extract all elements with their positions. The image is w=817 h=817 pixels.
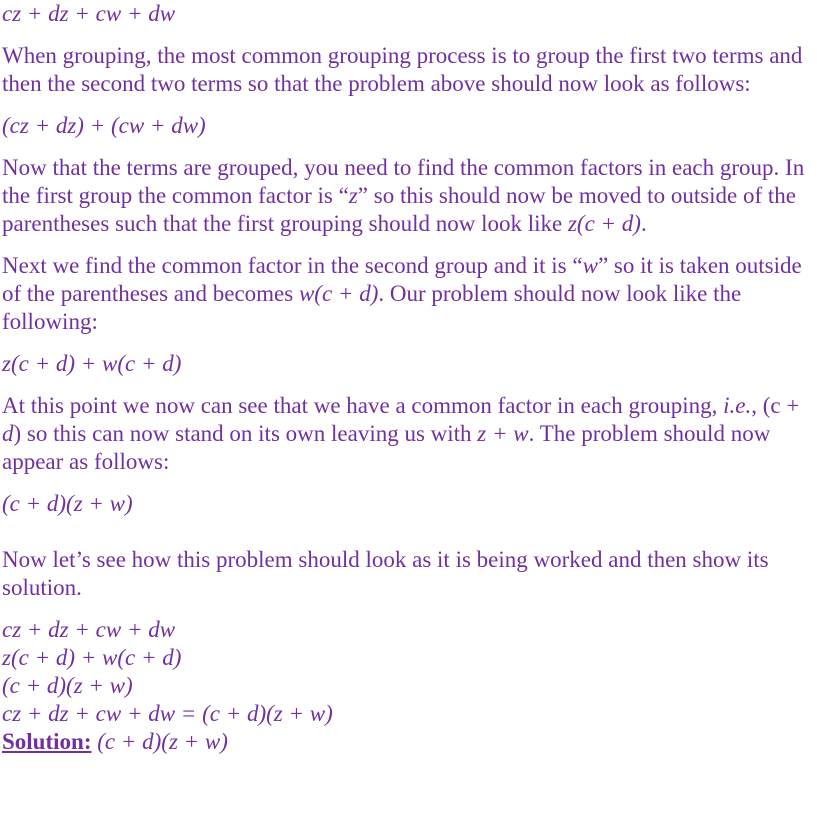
expression-text: z(c + d) + w(c + d) <box>2 351 182 376</box>
text-segment: . The problem should now appear as follows: <box>2 421 771 474</box>
expression-original <box>2 0 814 28</box>
expression-grouped <box>2 112 814 140</box>
paragraph-second-group <box>2 252 814 336</box>
expression-text: z(c + d) + w(c + d) <box>2 645 182 670</box>
variable-d: d <box>2 421 14 446</box>
paragraph-common-factor <box>2 392 814 476</box>
variable-z: z <box>348 183 358 208</box>
text-segment: Next we find the common factor in the second group and it is “ <box>2 253 583 278</box>
expression-text: cz + dz + cw + dw <box>2 617 176 642</box>
solution-value: (c + d)(z + w) <box>91 729 228 754</box>
spacer <box>2 28 814 42</box>
abbreviation-ie: i.e. <box>723 393 752 418</box>
spacer <box>2 336 814 350</box>
text-segment: ” so it is taken outside of the parentheses and becomes <box>2 253 802 306</box>
text-segment: Now that the terms are grouped, you need to find the common factors in each group. In the first group the common factor is “ <box>2 155 805 208</box>
variable-w: w <box>582 253 598 278</box>
spacer <box>2 602 814 616</box>
text-segment: . <box>640 211 647 236</box>
expression-inline: w(c + d) <box>298 281 379 306</box>
expression-factored-groups <box>2 350 814 378</box>
expression-final-factored <box>2 490 814 518</box>
paragraph-first-group <box>2 154 814 238</box>
expression-text: cz + dz + cw + dw <box>2 1 176 26</box>
spacer <box>2 378 814 392</box>
expression-inline: z + w <box>477 421 529 446</box>
worked-step-3 <box>2 672 814 700</box>
spacer <box>2 98 814 112</box>
text-segment: ) so this can now stand on its own leaving us with <box>13 421 478 446</box>
text-segment: At this point we now can see that we have a common factor in each grouping, <box>2 393 724 418</box>
spacer <box>2 476 814 490</box>
solution-label: Solution: <box>2 729 92 754</box>
worked-step-4 <box>2 700 814 728</box>
expression-inline: z(c + d) <box>567 211 641 236</box>
expression-text: (c + d)(z + w) <box>2 491 133 516</box>
expression-text: (cz + dz) + (cw + dw) <box>2 113 206 138</box>
spacer <box>2 518 814 546</box>
solution-line <box>2 728 814 756</box>
text-segment: , (c + <box>751 393 800 418</box>
worked-step-2 <box>2 644 814 672</box>
spacer <box>2 140 814 154</box>
expression-text: cz + dz + cw + dw = (c + d)(z + w) <box>2 701 333 726</box>
expression-text: (c + d)(z + w) <box>2 673 133 698</box>
worked-step-1 <box>2 616 814 644</box>
text-segment: ” so this should now be moved to outside of the parentheses such that the first grouping should now look like <box>2 183 797 236</box>
paragraph-worked-intro: Now let’s see how this problem should look as it is being worked and then show its solution. <box>2 547 769 600</box>
text-segment: . Our problem should now look like the following: <box>2 281 742 334</box>
paragraph-grouping-intro: When grouping, the most common grouping process is to group the first two terms and then the second two terms so that the problem above should now look as follows: <box>2 43 803 96</box>
document-body <box>2 0 814 756</box>
spacer <box>2 238 814 252</box>
